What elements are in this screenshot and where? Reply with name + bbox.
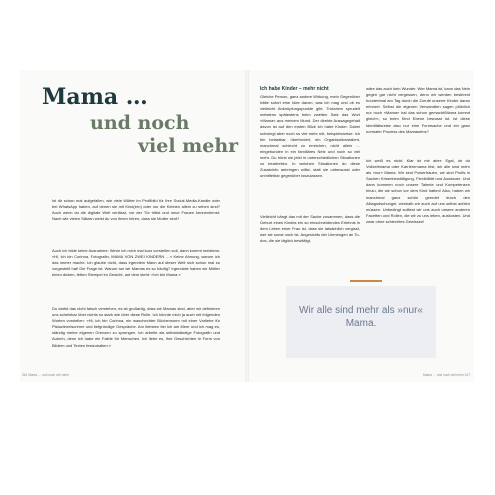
left-paragraph-2: Auch ich bilde keine Ausnahme: Wenn ich mich mal kurz vorstellen soll, dann kommt meistens: »Hi, ich bin Corinna, Fotografin, MAMA VON ZWEI KINDERN …« Keine Ahnung, warum ich das immer mache. Ich glaube nicht, dass irgendein Mann auf dieser Welt sich schon mal so vorgestellt hat! Die Frage ist: Warum tun wir Mamas es so häufig? Irgendwie haben wir Mütter einen dicken, fetten Stempel im Gesicht, auf dem steht: »Ich bin Mama.«: [52, 248, 221, 278]
right-col2-paragraph-1: wäre das auch kein Wunder. Wer Mama ist, kann das Nein gegen gar nicht vergessen, denn wir werden bestimmt hundertmal am Tag durch die Zurufe unserer Kinder daran erinnert. Selbst die eigenen Verwandten sagen plötzlich nur noch »Mama« hat das schon gemacht/Mama kommt gleich«, so beim Kind Ebene bewusst ist. Ist diese Identitätsreise also nur eine Formsache und ein ganz normaler Prozess des Mamaseins?: [366, 86, 470, 134]
pull-quote: Wir alle sind mehr als »nur« Mama.: [299, 305, 423, 329]
pull-quote-box: [286, 286, 436, 358]
left-paragraph-3: Du darfst das nicht falsch verstehen, es ist großartig, dass wir Mamas sind, aber wir definieren uns scheinbar über nichts so stark wie über diese Rolle. Ich könnte mich ja auch mit folgenden Worten vorstellen: »Hi, ich bin Corinna, ein waschechter Bücherwurm mit einer Vorliebe für Pistazieneiscreme und tiefgründige Gespräche. Am liebsten bin ich am Meer und ich mag es, ständig meine eigenen Grenzen zu sprengen. Ich arbeite als selbstständige Fotografin und Autorin, denn ich habe ein Faible für Menschen. Ich liebe es, ihre Geschichten in Form von Bildern und Texten festzuhalten.«: [52, 306, 220, 348]
title-line-1: Mama …: [42, 84, 148, 110]
page-folio-left: 316 Mama … und noch viel mehr: [22, 373, 69, 377]
quote-rule-top: [350, 280, 382, 282]
right-col2-paragraph-2: Ich weiß es nicht. Klar ist mir aber: Egal, ob du Vollzeitmama oder Karrieremama bist, wir alle sind mehr als »nur« Mama. Wir sind Powerfrauen, wir sind Profis in Sachen Krisenbewältigung, Flexibilität und Ausdauer. Und dann kommen noch unsere Talente und Kompetenzen hinzu, die wir schon vor dem Kind hatten! Also, haben wir manchmal ganz schön geerdet durch den Alltagsdschungel, weshalb wir auch auf uns selbst achten müssen. Unbedingt solltest wir uns auch unsere anderen Facetten und Rollen, die wir zu uns leben, auskosten. Und zwar ohne schlechtes Gewissen!: [366, 158, 470, 224]
title-line-3: viel mehr: [138, 135, 239, 157]
left-paragraph-1: Ist dir schon mal aufgefallen, wie viele Mütter im Profilbild für ihre Social-Media-Kanäle oder bei WhatsApp haben, auf denen sie mit Kind(ern) oder nur die Kleinen allein zu sehen sind? Auch wenn du die digitale Welt verlässt, vor der Tür trittst und neue Frauen kennenlernst: Nach wie vielen Sätzen weist du von ihnen hören, dass sie Mutter sind?: [52, 198, 220, 222]
left-page: [20, 70, 246, 382]
title-line-2: und noch: [90, 112, 190, 134]
right-col1-paragraph-1: Gleiche Person, ganz andere Wirkung, mein Gegenüber hätte sofort eine Idee davon, was ich mag und ob es vielleicht Anknüpfungspunkte gibt. Trotzdem sprudelt meistens spätestens beim zweiten Satz das Wort »Mama« aus meinem Mund. Der direkte Aussagegehalt davon ist auf den ersten Blick ich habe Kinder. Dabei schwingt aber noch so viel mehr mit, beispielsweise: ich bin belastbar, überfordert, ein Organisationstalent, manchmal schlecht zu erreichen, nicht allein … eingebunden in ein familiäres Netz und noch so viel mehr. Du hörst sie jetzt in unterschiedlichen Situationen zu bearbeiten. In welchen Situationen du diese Zusatzinfo anbringen willst, statt sie unbewusst oder unmittelbar gegenüber loszulassen.: [260, 94, 360, 179]
right-col1-paragraph-2: Vielleicht hängt das mit der Sache zusammen, dass die Geburt eines Kindes ein so einschneidendes Erlebnis in dem Leben einer Frau ist, dass sie tatsächlich vergisst, wer sie sonst noch ist. Angesichts der Unmengen an To-dos, die sie täglich bewältigt,: [260, 214, 360, 244]
book-spread: [20, 70, 474, 382]
section-heading: Ich habe Kinder – mehr nicht: [260, 86, 329, 92]
right-page: [248, 70, 474, 382]
page-folio-right: Mama … und noch viel mehr 317: [423, 373, 470, 377]
